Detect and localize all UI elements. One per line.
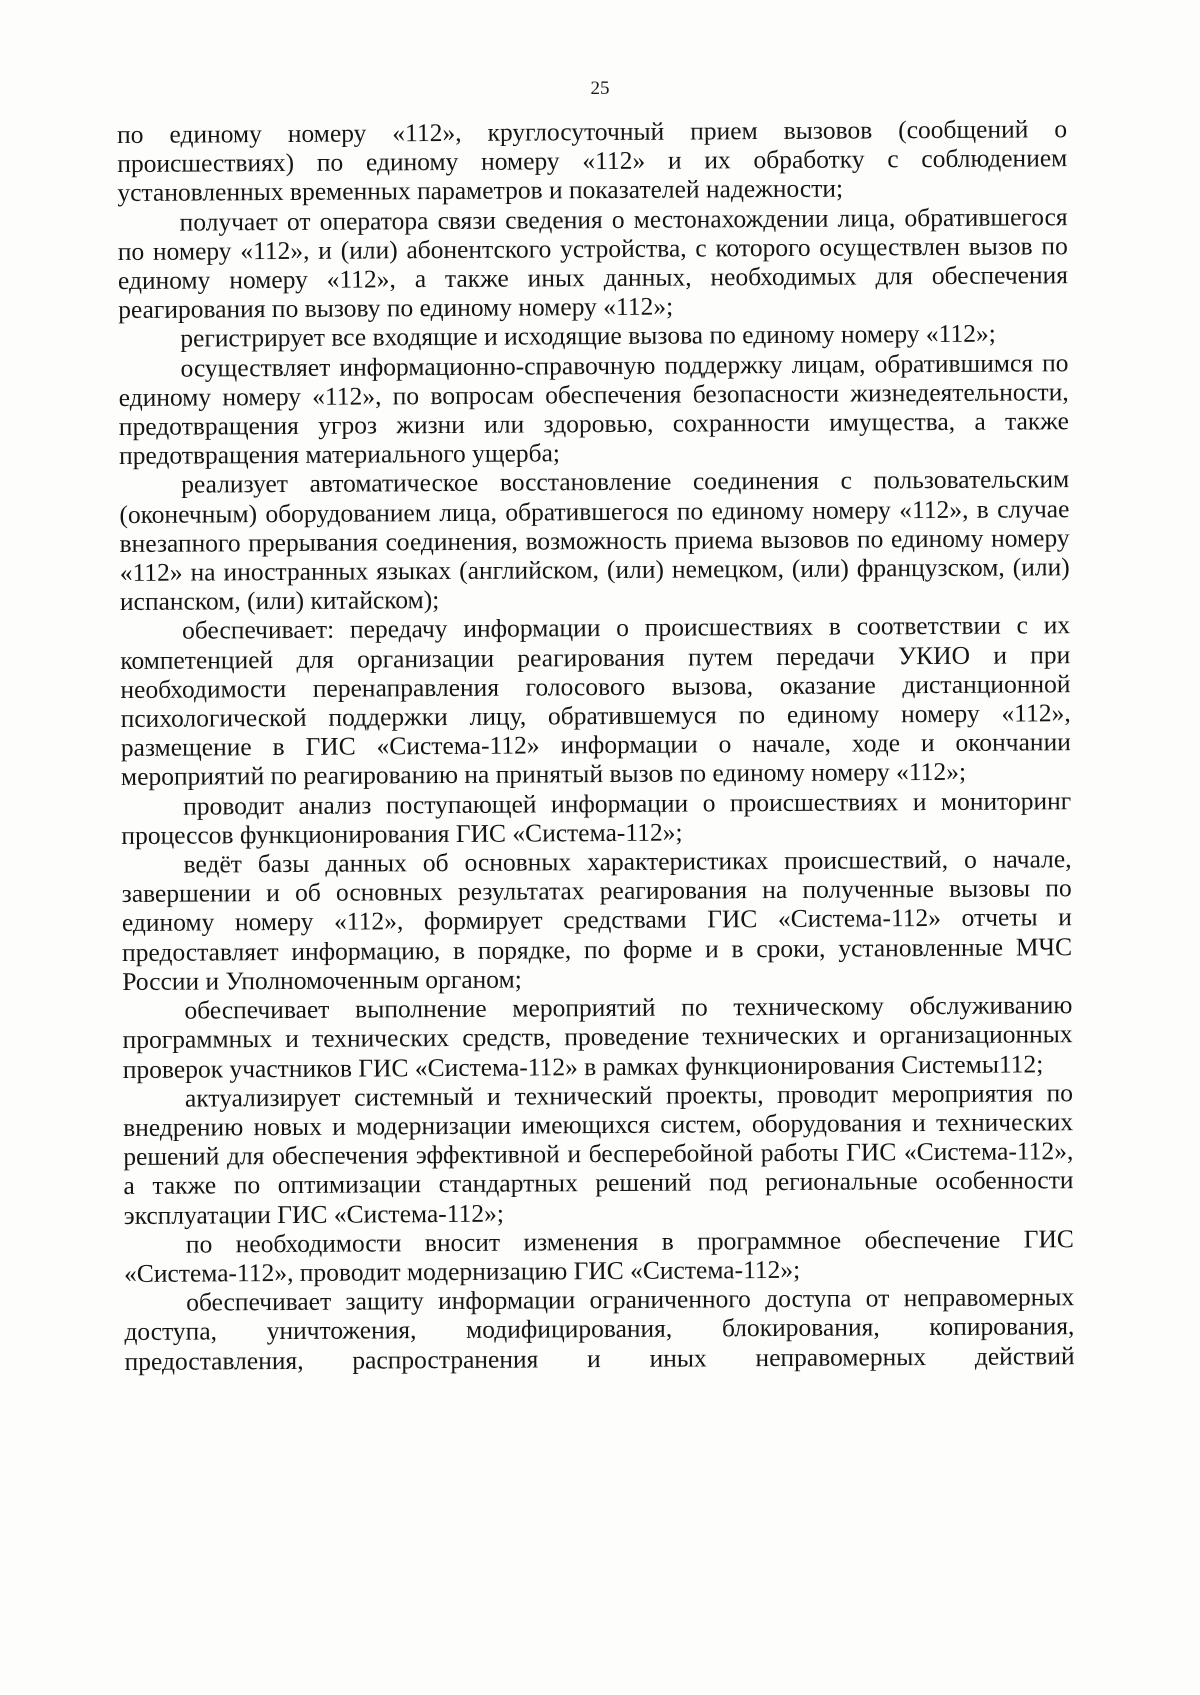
paragraph-4: осуществляет информационно-справочную поддержку лицам, обратившимся по единому номеру «112», по вопросам обеспечения безопасности жизнедеятельности, предотвращения угроз жизни или здоровью, сохранности имущества, а также предотвращения материального ущерба; bbox=[118, 347, 1069, 471]
paragraph-8: ведёт базы данных об основных характеристиках происшествий, о начале, завершении и об основных результатах реагирования на полученные вызовы по единому номеру «112», формирует средствами ГИС «Система-112» отчеты и предоставляет информацию, в порядке, по форме и в сроки, установленные МЧС России и Уполномоченным органом; bbox=[121, 844, 1073, 996]
paragraph-7: проводит анализ поступающей информации о происшествиях и мониторинг процессов функционирования ГИС «Система-112»; bbox=[121, 785, 1072, 850]
paragraph-6: обеспечивает: передачу информации о происшествиях в соответствии с их компетенцией для организации реагирования путем передачи УКИО и при необходимости перенаправления голосового вызова, оказание дистанционной психологической поддержки лицу, обратившемуся по единому номеру «112», размещение в ГИС «Система-112» информации о начале, ходе и окончании мероприятий по реагированию на принятый вызов по единому номеру «112»; bbox=[120, 610, 1071, 792]
paragraph-12: обеспечивает защиту информации ограниченного доступа от неправомерных доступа, уничтожения, модифицирования, блокирования, копирования, предоставления, распространения и иных неправомерных действий bbox=[124, 1282, 1075, 1376]
paragraph-2: получает от оператора связи сведения о местонахождении лица, обратившегося по номеру «112», и (или) абонентского устройства, с которого осуществлен вызов по единому номеру «112», а также иных данных, необходимых для обеспечения реагирования по вызову по единому номеру «112»; bbox=[117, 201, 1069, 325]
document-body bbox=[117, 114, 1075, 1376]
paragraph-10: актуализирует системный и технический проекты, проводит мероприятия по внедрению новых и модернизации имеющихся систем, оборудования и технических решений для обеспечения эффективной и бесперебойной работы ГИС «Система-112», а также по оптимизации стандартных решений под региональные особенности эксплуатации ГИС «Система-112»; bbox=[123, 1077, 1074, 1230]
paragraph-9: обеспечивает выполнение мероприятий по техническому обслуживанию программных и технических средств, проведение технических и организационных проверок участников ГИС «Система-112» в рамках функционирования Системы112; bbox=[122, 990, 1073, 1084]
paragraph-5: реализует автоматическое восстановление соединения с пользовательским (оконечным) оборудованием лица, обратившегося по единому номеру «112», в случае внезапного прерывания соединения, возможность приема вызовов по единому номеру «112» на иностранных языках (английском, (или) немецком, (или) французском, (или) испанском, (или) китайском); bbox=[119, 464, 1070, 617]
paragraph-3: регистрирует все входящие и исходящие вызова по единому номеру «112»; bbox=[180, 319, 996, 354]
page-number: 25 bbox=[590, 78, 610, 99]
paragraph-1: по единому номеру «112», круглосуточный прием вызовов (сообщений о происшествиях) по единому номеру «112» и их обработку с соблюдением установленных временных параметров и показателей надежности; bbox=[117, 114, 1068, 208]
paragraph-11: по необходимости вносит изменения в программное обеспечение ГИС «Система-112», проводит модернизацию ГИС «Система-112»; bbox=[123, 1223, 1074, 1288]
